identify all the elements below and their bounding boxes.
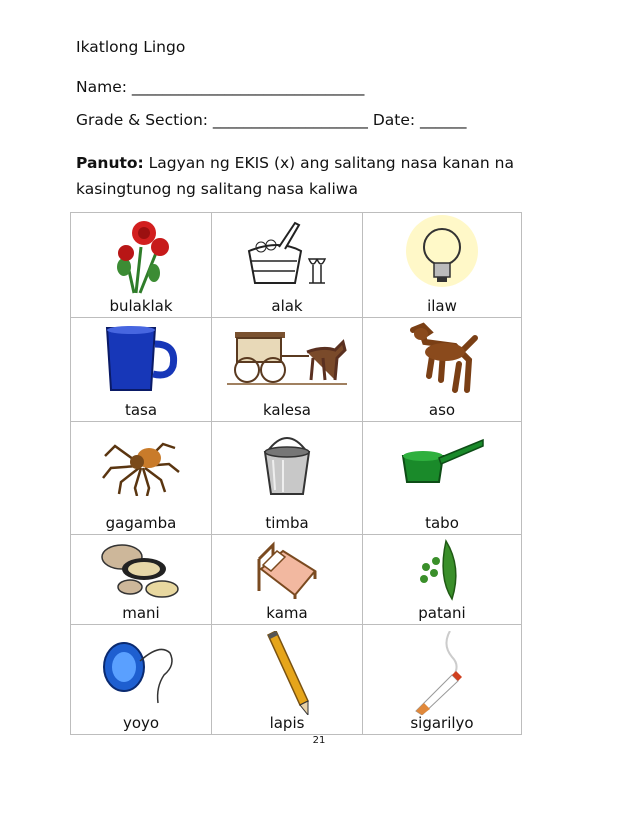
- picture-cell[interactable]: [71, 625, 211, 734]
- picture-cell[interactable]: [363, 535, 521, 624]
- instructions: [76, 150, 546, 202]
- word-label: patani: [418, 604, 466, 622]
- bucket-icon: [257, 430, 317, 498]
- picture-cell[interactable]: [71, 422, 211, 534]
- word-label: ilaw: [427, 297, 457, 315]
- picture-cell[interactable]: [212, 422, 362, 534]
- picture-cell[interactable]: [71, 318, 211, 421]
- bed-icon: [255, 539, 319, 599]
- dipper-icon: [399, 434, 485, 488]
- word-label: sigarilyo: [410, 714, 474, 732]
- cigarette-icon: [412, 631, 472, 715]
- word-label: tabo: [425, 514, 459, 532]
- word-label: alak: [271, 297, 303, 315]
- instructions-label: Panuto:: [76, 154, 144, 172]
- picture-cell[interactable]: [71, 213, 211, 317]
- page-heading: Ikatlong Lingo: [76, 38, 186, 56]
- word-label: mani: [122, 604, 160, 622]
- grade-date-line: Grade & Section: ____________________ Date: ______: [76, 111, 467, 129]
- word-label: kalesa: [262, 401, 312, 419]
- word-label: yoyo: [122, 714, 160, 732]
- dog-icon: [403, 320, 481, 394]
- word-label: tasa: [124, 401, 158, 419]
- page-number: 21: [312, 735, 326, 746]
- picture-cell[interactable]: [212, 535, 362, 624]
- word-picture-table: [70, 212, 522, 735]
- picture-cell[interactable]: [363, 625, 521, 734]
- word-label: gagamba: [105, 514, 177, 532]
- picture-cell[interactable]: [363, 318, 521, 421]
- name-field-line: Name: ______________________________: [76, 78, 365, 96]
- cup-icon: [101, 322, 181, 396]
- pencil-icon: [262, 631, 312, 715]
- yoyo-icon: [100, 637, 182, 709]
- pea-pod-icon: [416, 537, 468, 601]
- word-label: timba: [265, 514, 309, 532]
- wine-bucket-icon: [239, 217, 335, 289]
- word-label: bulaklak: [109, 297, 173, 315]
- picture-cell[interactable]: [363, 213, 521, 317]
- word-label: kama: [266, 604, 308, 622]
- peanuts-icon: [100, 539, 182, 599]
- flowers-icon: [106, 217, 176, 295]
- picture-cell[interactable]: [363, 422, 521, 534]
- word-label: lapis: [269, 714, 305, 732]
- word-label: aso: [428, 401, 456, 419]
- horse-carriage-icon: [227, 328, 347, 388]
- picture-cell[interactable]: [212, 213, 362, 317]
- picture-cell[interactable]: [212, 625, 362, 734]
- instructions-text: Lagyan ng EKIS (x) ang salitang nasa kanan na kasingtunog ng salitang nasa kaliwa: [76, 154, 514, 198]
- picture-cell[interactable]: [212, 318, 362, 421]
- light-bulb-icon: [400, 215, 484, 299]
- spider-icon: [101, 432, 181, 496]
- picture-cell[interactable]: [71, 535, 211, 624]
